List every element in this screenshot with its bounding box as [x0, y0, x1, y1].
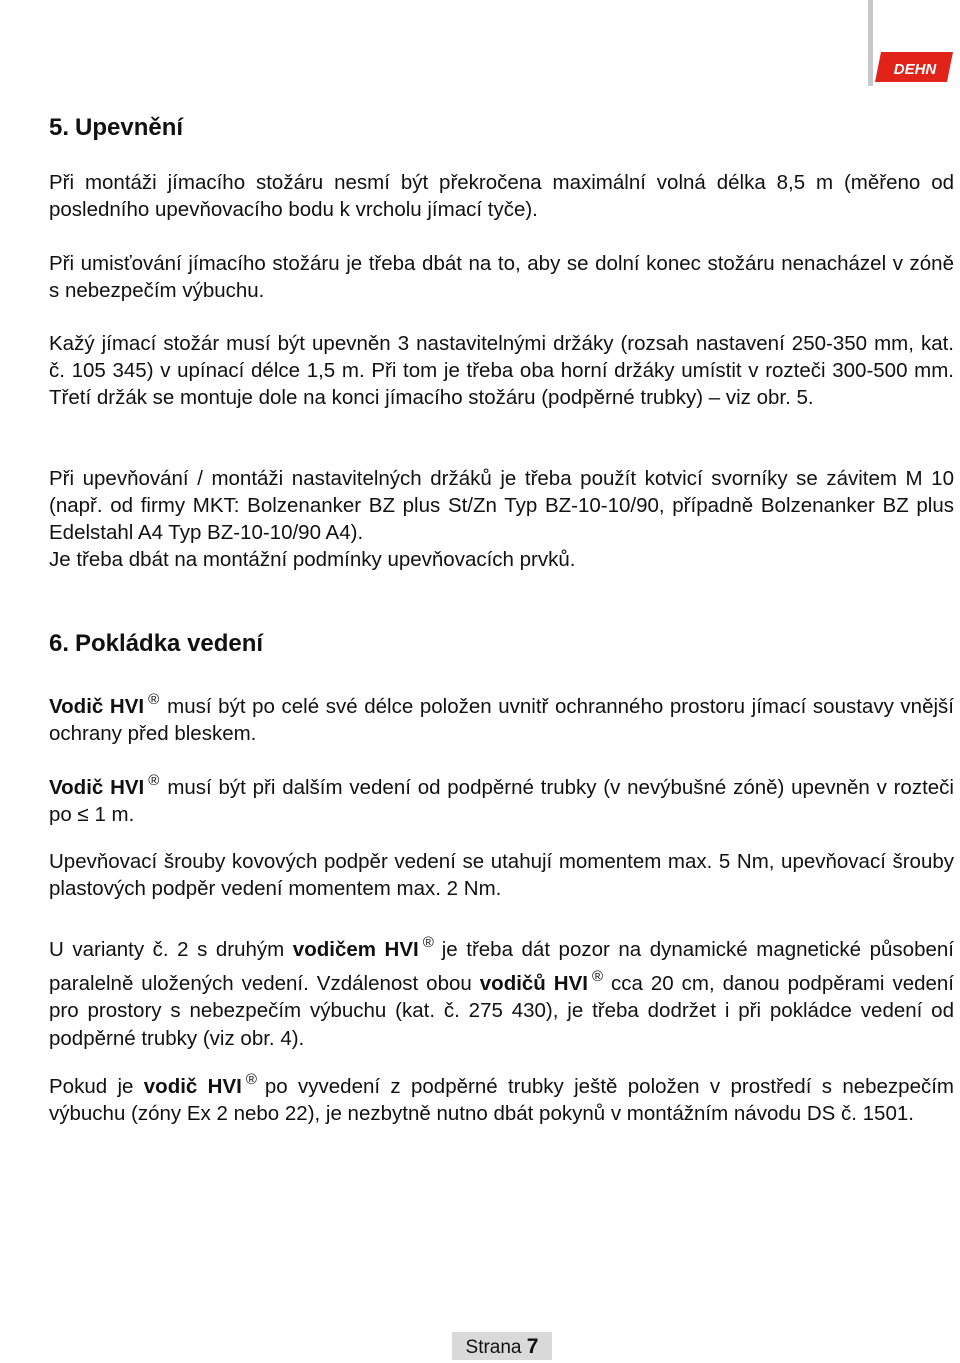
- registered-mark: ®: [148, 772, 160, 789]
- section-5-heading: [49, 114, 183, 142]
- registered-mark: ®: [148, 691, 160, 708]
- paragraph-text: po vyvedení z podpěrné trubky ještě položen v prostředí s nebezpečím výbuchu (zóny Ex 2 nebo 22), je nezbytně nutno dbát pokynů v montážním návodu DS č. 1501.: [49, 1075, 954, 1126]
- registered-mark: ®: [591, 968, 604, 986]
- registered-mark: ®: [245, 1071, 257, 1088]
- paragraph: [49, 767, 954, 828]
- page-footer: [452, 1332, 552, 1360]
- paragraph: [49, 929, 954, 1052]
- page-number: 7: [526, 1335, 539, 1358]
- registered-mark: ®: [422, 934, 434, 951]
- paragraph: [49, 686, 954, 747]
- logo-divider: [868, 0, 873, 86]
- section-number: 5.: [49, 114, 70, 141]
- term-hvi: Vodič HVI: [49, 776, 145, 799]
- paragraph-text: musí být při dalším vedení od podpěrné trubky (v nevýbušné zóně) upevněn v rozteči po ≤ 1 m.: [49, 776, 954, 827]
- paragraph-text: musí být po celé své délce položen uvnitř ochranného prostoru jímací soustavy vnější ochrany před bleskem.: [49, 695, 954, 746]
- term-hvi: vodič HVI: [143, 1075, 242, 1098]
- paragraph-text: Pokud je: [49, 1075, 144, 1098]
- paragraph: Kažý jímací stožár musí být upevněn 3 nastavitelnými držáky (rozsah nastavení 250-350 mm, kat. č. 105 345) v upínací délce 1,5 m. Při tom je třeba oba horní držáky umístit v rozteči 300-500 mm. Třetí držák se montuje dole na konci jímacího stožáru (podpěrné trubky) – viz obr. 5.: [49, 332, 954, 410]
- paragraph-text: je třeba dát pozor na dynamické magnetické působení paralelně uložených vedení. Vzdálenost obou: [49, 938, 954, 996]
- paragraph: Při upevňování / montáži nastavitelných držáků je třeba použít kotvicí svorníky se závitem M 10 (např. od firmy MKT: Bolzenanker BZ plus St/Zn Typ BZ-10-10/90, případně Bolzenanker BZ plus Edelstahl A4 Typ BZ-10-10/90 A4).: [49, 467, 954, 545]
- paragraph-text: cca 20 cm, danou podpěrami vedení pro prostory s nebezpečím výbuchu (kat. č. 275 430), je třeba dodržet i při pokládce vedení od podpěrné trubky (viz obr. 4).: [49, 972, 954, 1050]
- section-number: 6.: [49, 630, 70, 657]
- term-hvi: vodičů HVI: [479, 972, 588, 996]
- paragraph-text: U varianty č. 2 s druhým: [49, 938, 293, 961]
- paragraph: Je třeba dbát na montážní podmínky upevňovacích prvků.: [49, 548, 576, 571]
- term-hvi: vodičem HVI: [292, 938, 419, 961]
- section-title: Upevnění: [75, 114, 184, 141]
- term-hvi: Vodič HVI: [49, 695, 145, 718]
- paragraph: [49, 1066, 954, 1127]
- page-label: Strana: [465, 1337, 522, 1358]
- section-6-heading: [49, 630, 263, 658]
- section-title: Pokládka vedení: [75, 630, 264, 657]
- dehn-logo: [875, 50, 955, 84]
- logo-text: DEHN: [893, 61, 937, 78]
- paragraph: Upevňovací šrouby kovových podpěr vedení se utahují momentem max. 5 Nm, upevňovací šrouby plastových podpěr vedení momentem max. 2 Nm.: [49, 850, 954, 901]
- paragraph: Při umisťování jímacího stožáru je třeba dbát na to, aby se dolní konec stožáru nenacházel v zóně s nebezpečím výbuchu.: [49, 252, 954, 303]
- paragraph: Při montáži jímacího stožáru nesmí být překročena maximální volná délka 8,5 m (měřeno od posledního upevňovacího bodu k vrcholu jímací tyče).: [49, 171, 954, 222]
